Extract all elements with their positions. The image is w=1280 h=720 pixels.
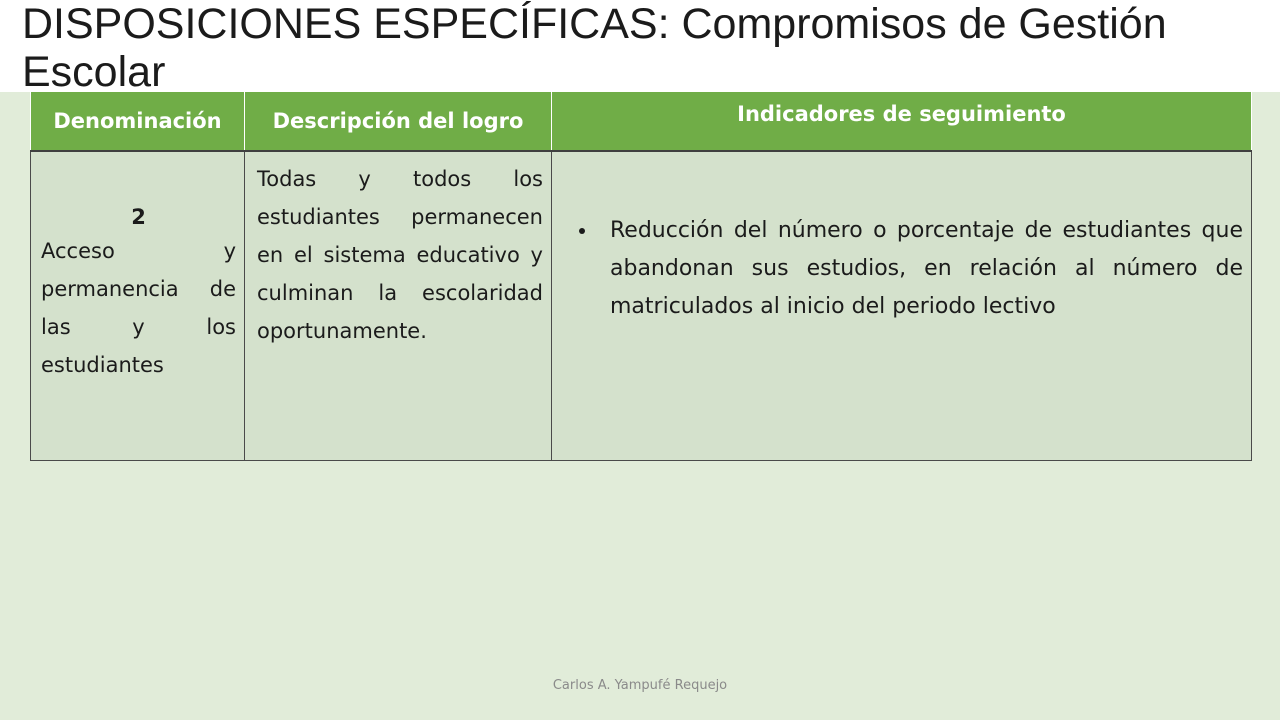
list-item: • Reducción del número o porcentaje de estudiantes que abandonan sus estudios, en relación al número de matriculados al inicio del periodo lectivo [598, 212, 1243, 326]
cell-descripcion: Todas y todos los estudiantes permanecen en el sistema educativo y culminan la escolaridad oportunamente. [245, 151, 552, 461]
table-row [31, 151, 1252, 461]
commitment-number: 2 [131, 204, 146, 229]
cell-denominacion [31, 151, 245, 461]
footer-author: Carlos A. Yampufé Requejo [552, 678, 728, 693]
commitments-table [30, 91, 1252, 461]
header-indicadores: Indicadores de seguimiento [552, 92, 1252, 151]
slide-title: DISPOSICIONES ESPECÍFICAS: Compromisos de Gestión Escolar [22, 0, 1167, 96]
header-descripcion: Descripción del logro [245, 92, 552, 151]
table-header-row [31, 92, 1252, 151]
header-denominacion: Denominación [31, 92, 245, 151]
commitments-table-wrapper [30, 91, 1251, 461]
indicator-list [562, 212, 1243, 326]
commitment-name: Acceso y permanencia de las y los estudiantes [41, 238, 236, 377]
cell-indicadores [552, 151, 1252, 461]
